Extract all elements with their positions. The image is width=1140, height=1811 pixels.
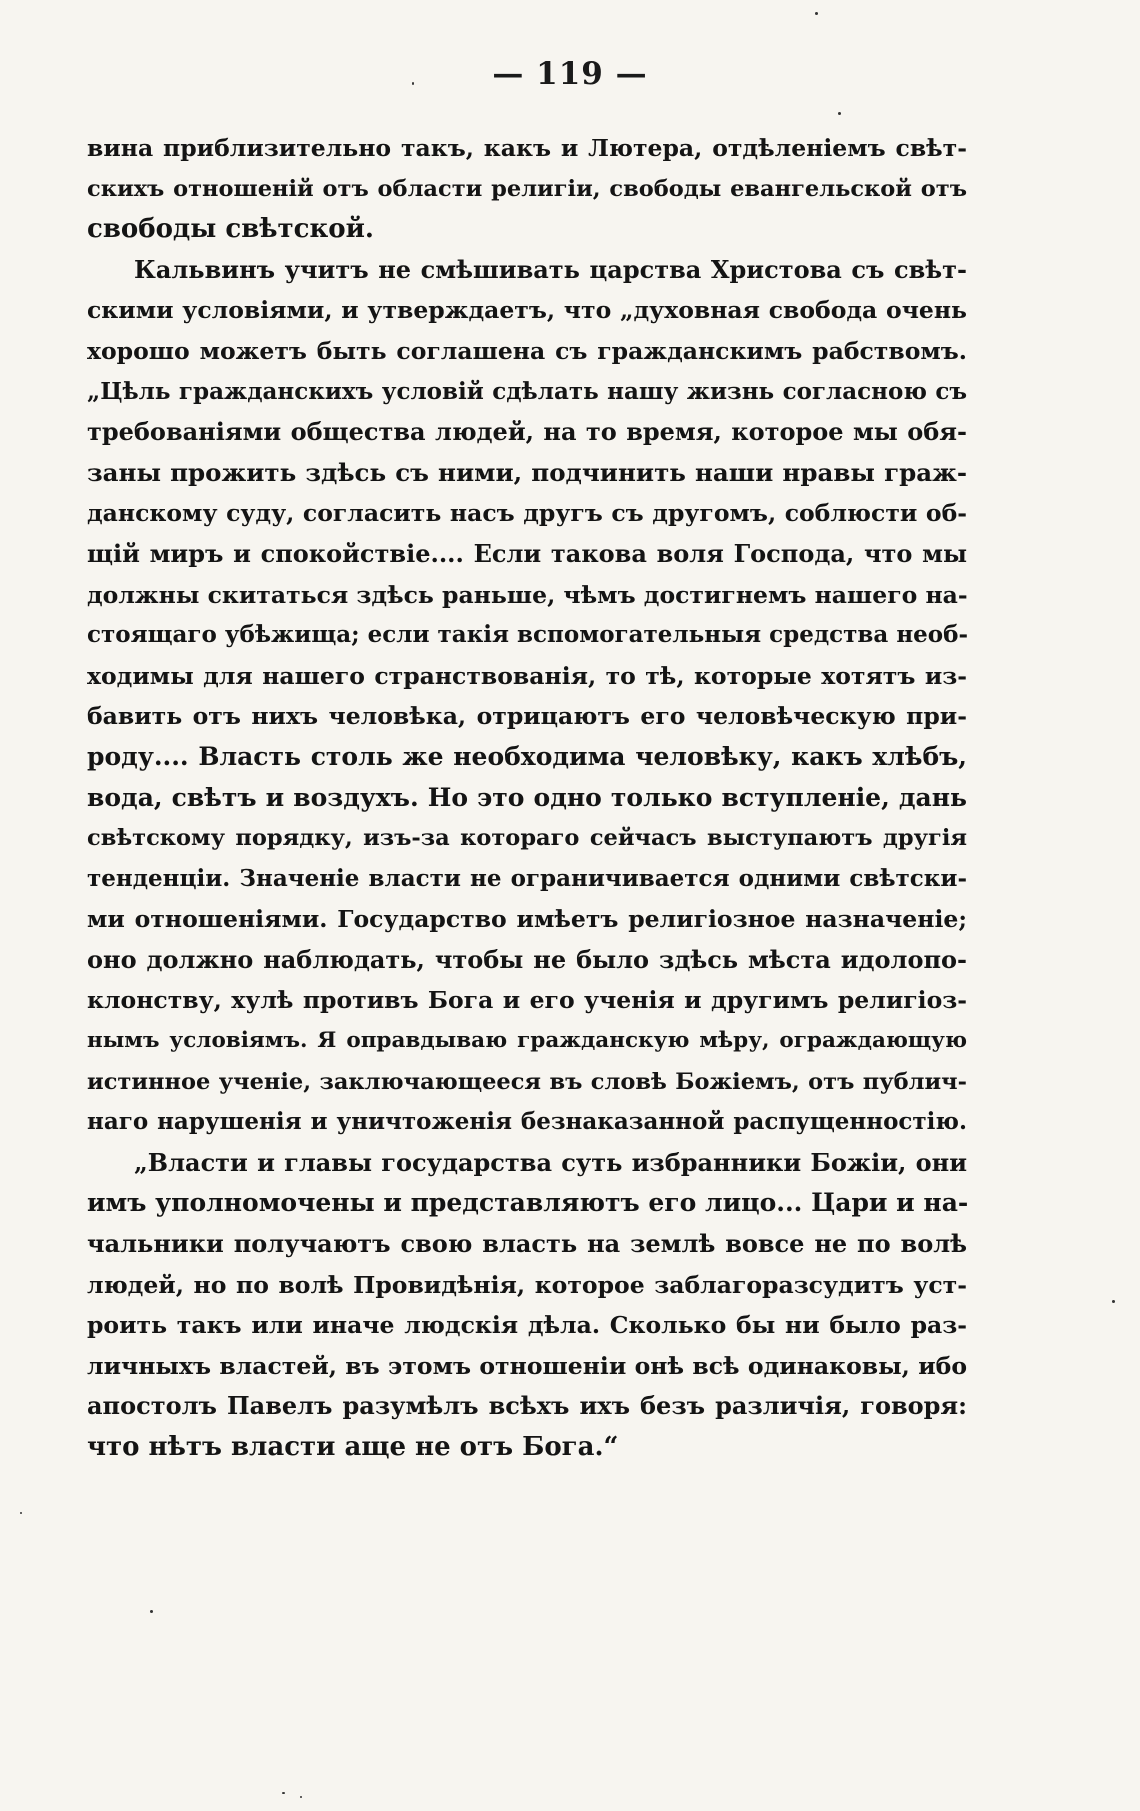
text-line: ходимы для нашего странствованія, то тѣ, которые хотятъ из- <box>87 661 967 690</box>
text-line: наго нарушенія и уничтоженія безнаказанной распущенностію. <box>87 1108 967 1136</box>
text-line: вина приблизительно такъ, какъ и Лютера, отдѣленіемъ свѣт- <box>87 134 967 162</box>
text-line: ми отношеніями. Государство имѣетъ религіозное назначеніе; <box>87 905 967 934</box>
text-line: бавить отъ нихъ человѣка, отрицаютъ его человѣческую при- <box>87 702 967 731</box>
text-line: роить такъ или иначе людскія дѣла. Сколько бы ни было раз- <box>87 1311 967 1340</box>
text-line: апостолъ Павелъ разумѣлъ всѣхъ ихъ безъ различія, говоря: <box>87 1391 967 1421</box>
text-line: свѣтскому порядку, изъ-за котораго сейчасъ выступаютъ другія <box>87 825 967 852</box>
text-line: истинное ученіе, заключающееся въ словѣ Божіемъ, отъ публич- <box>87 1068 967 1095</box>
text-line: скими условіями, и утверждаетъ, что „духовная свобода очень <box>87 296 967 325</box>
paragraph-2 <box>87 250 967 1143</box>
text-line: чальники получаютъ свою власть на землѣ вовсе не по волѣ <box>87 1229 967 1259</box>
text-line: Кальвинъ учитъ не смѣшивать царства Христова съ свѣт- <box>134 254 967 284</box>
scan-speck <box>838 112 841 115</box>
scan-speck <box>300 1796 302 1798</box>
page-number: — 119 — <box>492 56 648 92</box>
text-line: что нѣтъ власти аще не отъ Бога.“ <box>87 1432 619 1462</box>
text-line: тенденціи. Значеніе власти не ограничивается одними свѣтски- <box>87 864 967 892</box>
scan-speck <box>282 1792 285 1794</box>
scan-speck <box>20 1512 22 1514</box>
text-line: роду.... Власть столь же необходима человѣку, какъ хлѣбъ, <box>87 741 967 771</box>
text-line: требованіями общества людей, на то время, которое мы обя- <box>87 417 967 447</box>
text-line: скихъ отношеній отъ области религіи, свободы евангельской отъ <box>87 175 967 202</box>
text-line: клонству, хулѣ противъ Бога и его ученія и другимъ религіоз- <box>87 986 967 1015</box>
scan-speck <box>815 12 818 15</box>
text-line: вода, свѣтъ и воздухъ. Но это одно только вступленіе, дань <box>87 782 967 812</box>
text-line: стоящаго убѣжища; если такія вспомогательныя средства необ- <box>87 621 969 649</box>
paragraph-1 <box>87 128 967 250</box>
text-line: „Цѣль гражданскихъ условій сдѣлать нашу жизнь согласною съ <box>87 377 967 405</box>
scan-speck <box>150 1610 153 1613</box>
text-line: хорошо можетъ быть соглашена съ гражданскимъ рабствомъ. <box>87 336 967 365</box>
text-line: должны скитаться здѣсь раньше, чѣмъ достигнемъ нашего на- <box>87 580 968 609</box>
text-line: щій миръ и спокойствіе.... Если такова воля Господа, что мы <box>87 538 967 568</box>
scan-speck <box>412 82 414 85</box>
paragraph-3 <box>87 1143 967 1468</box>
text-line: оно должно наблюдать, чтобы не было здѣсь мѣста идолопо- <box>87 944 967 974</box>
scan-speck <box>1112 1300 1115 1303</box>
text-line: нымъ условіямъ. Я оправдываю гражданскую мѣру, ограждающую <box>87 1028 967 1054</box>
text-line: свободы свѣтской. <box>87 214 374 245</box>
text-line: личныхъ властей, въ этомъ отношеніи онѣ всѣ одинаковы, ибо <box>87 1351 967 1380</box>
text-line: людей, но по волѣ Провидѣнія, которое заблагоразсудитъ уст- <box>87 1270 967 1299</box>
text-line: заны прожить здѣсь съ ними, подчинить наши нравы граж- <box>87 457 967 487</box>
body-text <box>87 128 967 1468</box>
text-line: данскому суду, согласить насъ другъ съ другомъ, соблюсти об- <box>87 499 967 528</box>
text-line: имъ уполномочены и представляютъ его лицо... Цари и на- <box>87 1188 969 1218</box>
text-line: „Власти и главы государства суть избранники Божіи, они <box>134 1147 967 1177</box>
